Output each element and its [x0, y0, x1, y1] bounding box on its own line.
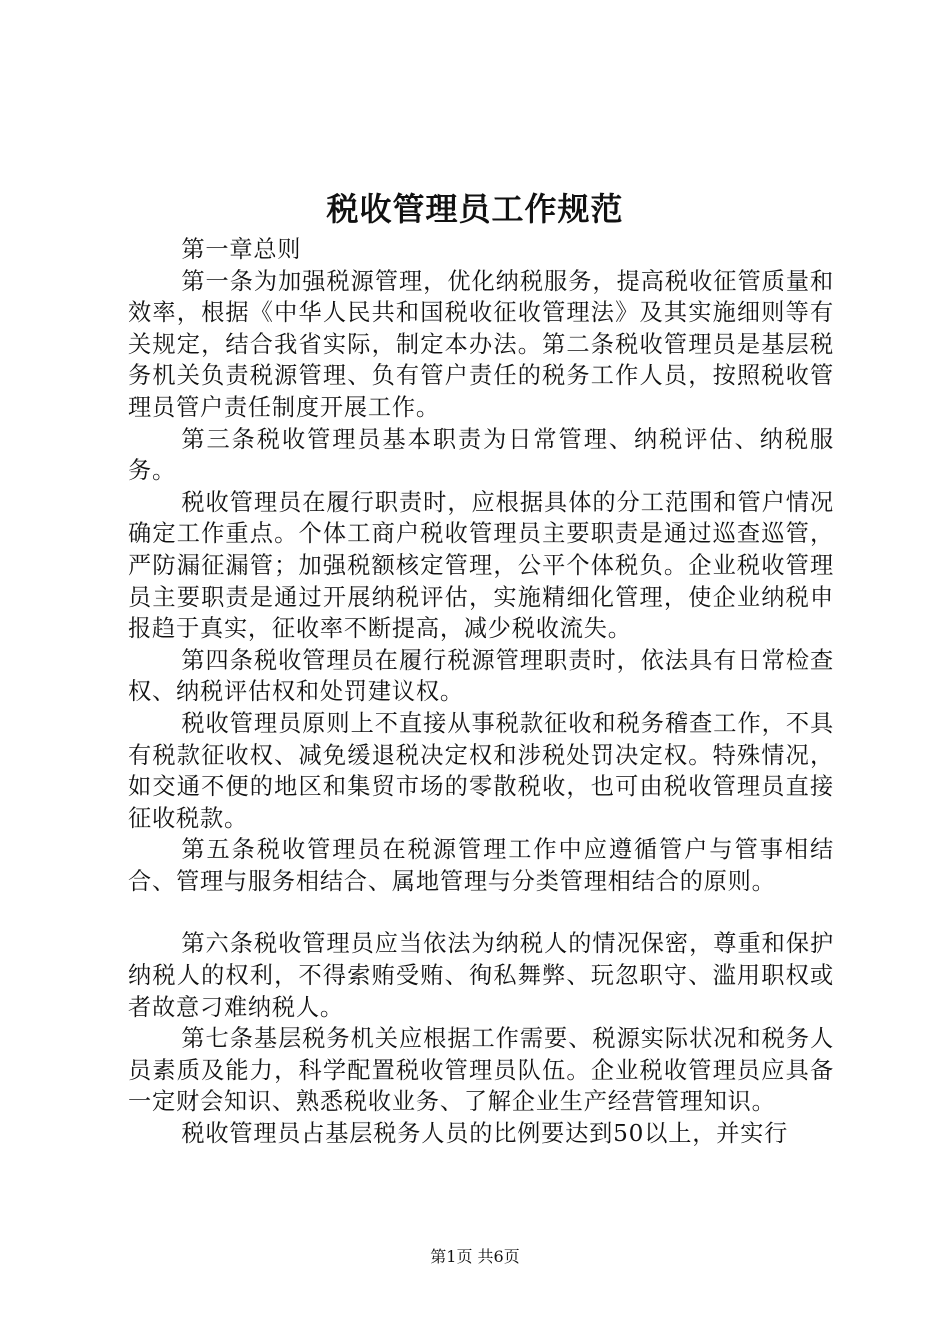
paragraph-article-6: 第六条税收管理员应当依法为纳税人的情况保密，尊重和保护纳税人的权利，不得索贿受贿、徇私舞弊、玩忽职守、滥用职权或者故意刁难纳税人。	[128, 930, 834, 1021]
paragraph-article-4: 第四条税收管理员在履行税源管理职责时，依法具有日常检查权、纳税评估权和处罚建议权。	[128, 646, 834, 706]
document-title: 税收管理员工作规范	[326, 190, 624, 228]
document-body	[128, 234, 834, 1150]
paragraph-article-3: 第三条税收管理员基本职责为日常管理、纳税评估、纳税服务。	[128, 425, 834, 485]
paragraph-article-7-detail: 税收管理员占基层税务人员的比例要达到50以上，并实行	[181, 1120, 789, 1148]
paragraph-article-4-detail: 税收管理员原则上不直接从事税款征收和税务稽查工作，不具有税款征收权、减免缓退税决定权和涉税处罚决定权。特殊情况，如交通不便的地区和集贸市场的零散税收，也可由税收管理员直接征收税款。	[128, 709, 834, 832]
page-number-footer: 第1页 共6页	[430, 1247, 520, 1266]
paragraph-article-1-2: 第一条为加强税源管理，优化纳税服务，提高税收征管质量和效率，根据《中华人民共和国税收征收管理法》及其实施细则等有关规定，结合我省实际，制定本办法。第二条税收管理员是基层税务机关负责税源管理、负有管户责任的税务工作人员，按照税收管理员管户责任制度开展工作。	[128, 267, 834, 421]
paragraph-article-3-detail: 税收管理员在履行职责时，应根据具体的分工范围和管户情况确定工作重点。个体工商户税收管理员主要职责是通过巡查巡管，严防漏征漏管；加强税额核定管理，公平个体税负。企业税收管理员主要职责是通过开展纳税评估，实施精细化管理，使企业纳税申报趋于真实，征收率不断提高，减少税收流失。	[128, 488, 834, 643]
paragraph-chapter-heading: 第一章总则	[181, 236, 302, 263]
paragraph-article-7: 第七条基层税务机关应根据工作需要、税源实际状况和税务人员素质及能力，科学配置税收管理员队伍。企业税收管理员应具备一定财会知识、熟悉税收业务、了解企业生产经营管理知识。	[128, 1025, 834, 1116]
paragraph-article-5: 第五条税收管理员在税源管理工作中应遵循管户与管事相结合、管理与服务相结合、属地管理与分类管理相结合的原则。	[128, 836, 834, 895]
